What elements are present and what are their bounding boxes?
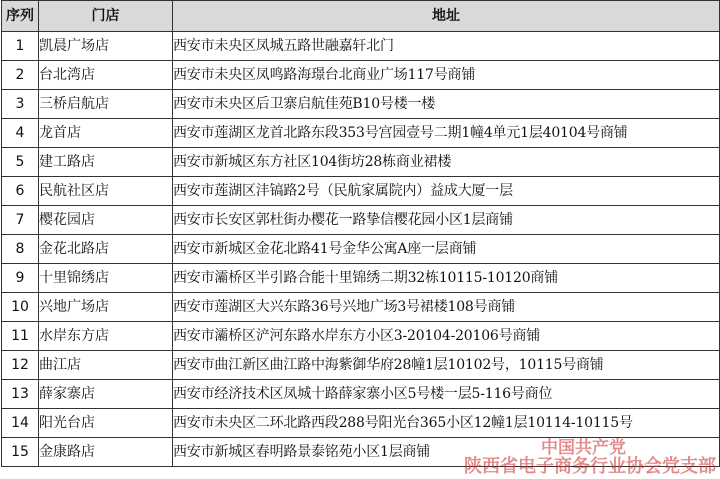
row-address-cell: 西安市灞桥区半引路合能十里锦绣二期32栋10115-10120商铺 <box>173 264 720 293</box>
row-store-cell: 建工路店 <box>39 148 173 177</box>
row-store-cell: 金花北路店 <box>39 235 173 264</box>
row-index-cell: 14 <box>2 409 39 438</box>
row-address-cell: 西安市未央区后卫寨启航佳苑B10号楼一楼 <box>173 90 720 119</box>
row-index-cell: 5 <box>2 148 39 177</box>
header-address: 地址 <box>173 1 720 32</box>
row-address-cell: 西安市新城区春明路景泰铭苑小区1层商铺 <box>173 438 720 467</box>
header-store: 门店 <box>39 1 173 32</box>
row-index-cell: 1 <box>2 32 39 61</box>
row-address-cell: 西安市未央区二环北路西段288号阳光台365小区12幢1层10114-10115号 <box>173 409 720 438</box>
row-index-cell: 4 <box>2 119 39 148</box>
table-row <box>2 148 720 177</box>
row-address-cell: 西安市新城区金花北路41号金华公寓A座一层商铺 <box>173 235 720 264</box>
row-index-cell: 3 <box>2 90 39 119</box>
row-index-cell: 13 <box>2 380 39 409</box>
header-index: 序列 <box>2 1 39 32</box>
row-store-cell: 兴地广场店 <box>39 293 173 322</box>
row-index-cell: 2 <box>2 61 39 90</box>
row-store-cell: 金康路店 <box>39 438 173 467</box>
row-store-cell: 民航社区店 <box>39 177 173 206</box>
row-store-cell: 三桥启航店 <box>39 90 173 119</box>
row-store-cell: 十里锦绣店 <box>39 264 173 293</box>
table-row <box>2 351 720 380</box>
row-address-cell: 西安市莲湖区大兴东路36号兴地广场3号裙楼108号商铺 <box>173 293 720 322</box>
row-store-cell: 台北湾店 <box>39 61 173 90</box>
row-address-cell: 西安市未央区凤鸣路海璟台北商业广场117号商铺 <box>173 61 720 90</box>
row-index-cell: 9 <box>2 264 39 293</box>
row-index-cell: 10 <box>2 293 39 322</box>
row-address-cell: 西安市莲湖区龙首北路东段353号宫园壹号二期1幢4单元1层40104号商铺 <box>173 119 720 148</box>
row-index-cell: 8 <box>2 235 39 264</box>
table-row <box>2 177 720 206</box>
table-row <box>2 119 720 148</box>
table-row <box>2 264 720 293</box>
row-store-cell: 水岸东方店 <box>39 322 173 351</box>
row-store-cell: 曲江店 <box>39 351 173 380</box>
watermark-line-2: 陕西省电子商务行业协会党支部 <box>464 456 716 478</box>
row-address-cell: 西安市经济技术区凤城十路薛家寨小区5号楼一层5-116号商位 <box>173 380 720 409</box>
row-address-cell: 西安市长安区郭杜街办樱花一路挚信樱花园小区1层商铺 <box>173 206 720 235</box>
table-header-row <box>2 1 720 32</box>
row-address-cell: 西安市未央区凤城五路世融嘉轩北门 <box>173 32 720 61</box>
table-row <box>2 90 720 119</box>
row-index-cell: 6 <box>2 177 39 206</box>
table-row <box>2 32 720 61</box>
table-row <box>2 438 720 467</box>
watermark-line-1: 中国共产党 <box>541 437 626 458</box>
table-row <box>2 322 720 351</box>
table-row <box>2 61 720 90</box>
table-row <box>2 293 720 322</box>
store-table <box>1 0 720 467</box>
row-store-cell: 龙首店 <box>39 119 173 148</box>
row-index-cell: 11 <box>2 322 39 351</box>
row-store-cell: 樱花园店 <box>39 206 173 235</box>
row-index-cell: 7 <box>2 206 39 235</box>
row-address-cell: 西安市新城区东方社区104街坊28栋商业裙楼 <box>173 148 720 177</box>
row-address-cell: 西安市莲湖区沣镐路2号（民航家属院内）益成大厦一层 <box>173 177 720 206</box>
row-store-cell: 薛家寨店 <box>39 380 173 409</box>
table-row <box>2 409 720 438</box>
table-row <box>2 380 720 409</box>
row-index-cell: 12 <box>2 351 39 380</box>
row-address-cell: 西安市灞桥区浐河东路水岸东方小区3-20104-20106号商铺 <box>173 322 720 351</box>
row-store-cell: 凯晨广场店 <box>39 32 173 61</box>
table-row <box>2 235 720 264</box>
row-address-cell: 西安市曲江新区曲江路中海紫御华府28幢1层10102号，10115号商铺 <box>173 351 720 380</box>
table-row <box>2 206 720 235</box>
row-store-cell: 阳光台店 <box>39 409 173 438</box>
row-index-cell: 15 <box>2 438 39 467</box>
